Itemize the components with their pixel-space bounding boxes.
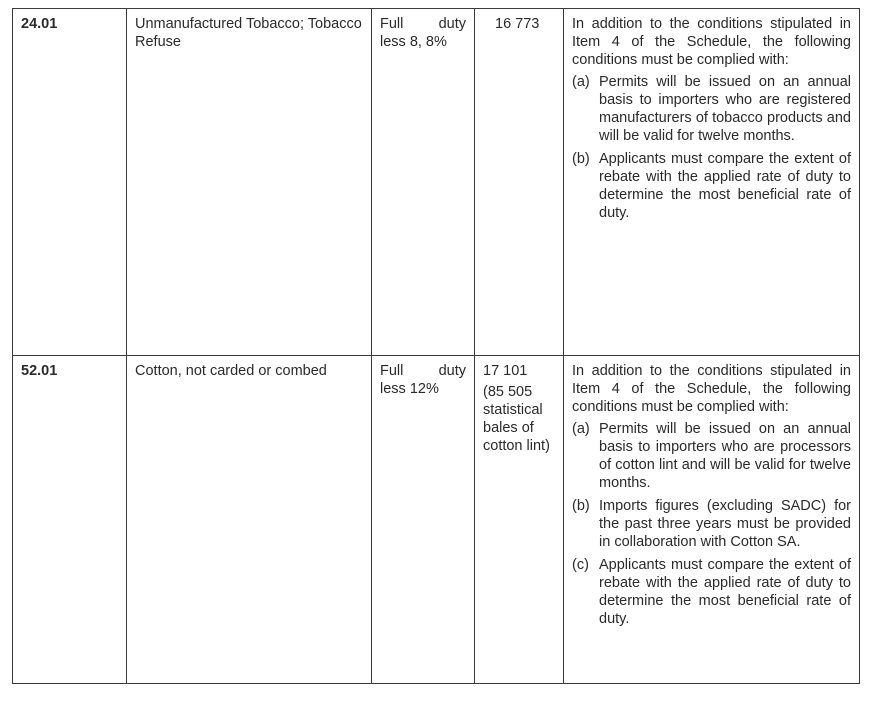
condition-marker: (c)	[572, 557, 589, 573]
condition-item	[572, 150, 851, 222]
table-row	[13, 356, 860, 684]
description-cell	[127, 356, 372, 684]
tariff-code: 52.01	[21, 363, 58, 379]
condition-text: Permits will be issued on an annual basis to importers who are registered manufacturers of tobacco products and will be valid for twelve months.	[599, 74, 851, 144]
condition-item	[572, 556, 851, 628]
condition-text: Applicants must compare the extent of rebate with the applied rate of duty to determine the most beneficial rate of duty.	[599, 151, 851, 221]
rebate-table	[12, 8, 860, 684]
conditions-intro: In addition to the conditions stipulated in Item 4 of the Schedule, the following conditions must be complied with:	[572, 363, 851, 415]
conditions-cell	[564, 356, 860, 684]
quantity: 17 101	[483, 363, 528, 379]
quantity-note: (85 505 statistical bales of cotton lint)	[483, 384, 550, 454]
condition-marker: (b)	[572, 498, 590, 514]
table-row	[13, 9, 860, 356]
condition-marker: (a)	[572, 421, 590, 437]
quantity-cell	[475, 356, 564, 684]
rebate-rate-line-2: less 8, 8%	[380, 34, 447, 50]
condition-marker: (a)	[572, 74, 590, 90]
tariff-code: 24.01	[21, 16, 58, 32]
conditions-cell	[564, 9, 860, 356]
tariff-code-cell	[13, 356, 127, 684]
quantity: 16 773	[495, 16, 540, 32]
conditions-list	[572, 73, 851, 222]
condition-item	[572, 497, 851, 551]
tariff-code-cell	[13, 9, 127, 356]
condition-item	[572, 420, 851, 492]
rebate-rate-line-1: Full duty	[380, 16, 466, 32]
condition-text: Imports figures (excluding SADC) for the past three years must be provided in collaboration with Cotton SA.	[599, 498, 851, 550]
conditions-intro: In addition to the conditions stipulated in Item 4 of the Schedule, the following conditions must be complied with:	[572, 16, 851, 68]
condition-marker: (b)	[572, 151, 590, 167]
conditions-list	[572, 420, 851, 628]
description: Unmanufactured Tobacco; Tobacco Refuse	[135, 16, 362, 50]
condition-text: Applicants must compare the extent of rebate with the applied rate of duty to determine the most beneficial rate of duty.	[599, 557, 851, 627]
description: Cotton, not carded or combed	[135, 363, 327, 379]
rebate-rate-cell	[372, 9, 475, 356]
quantity-cell	[475, 9, 564, 356]
description-cell	[127, 9, 372, 356]
rebate-rate-line-1: Full duty	[380, 363, 466, 379]
condition-text: Permits will be issued on an annual basis to importers who are processors of cotton lint and will be valid for twelve months.	[599, 421, 851, 491]
rebate-rate-cell	[372, 356, 475, 684]
rebate-rate-line-2: less 12%	[380, 381, 439, 397]
condition-item	[572, 73, 851, 145]
